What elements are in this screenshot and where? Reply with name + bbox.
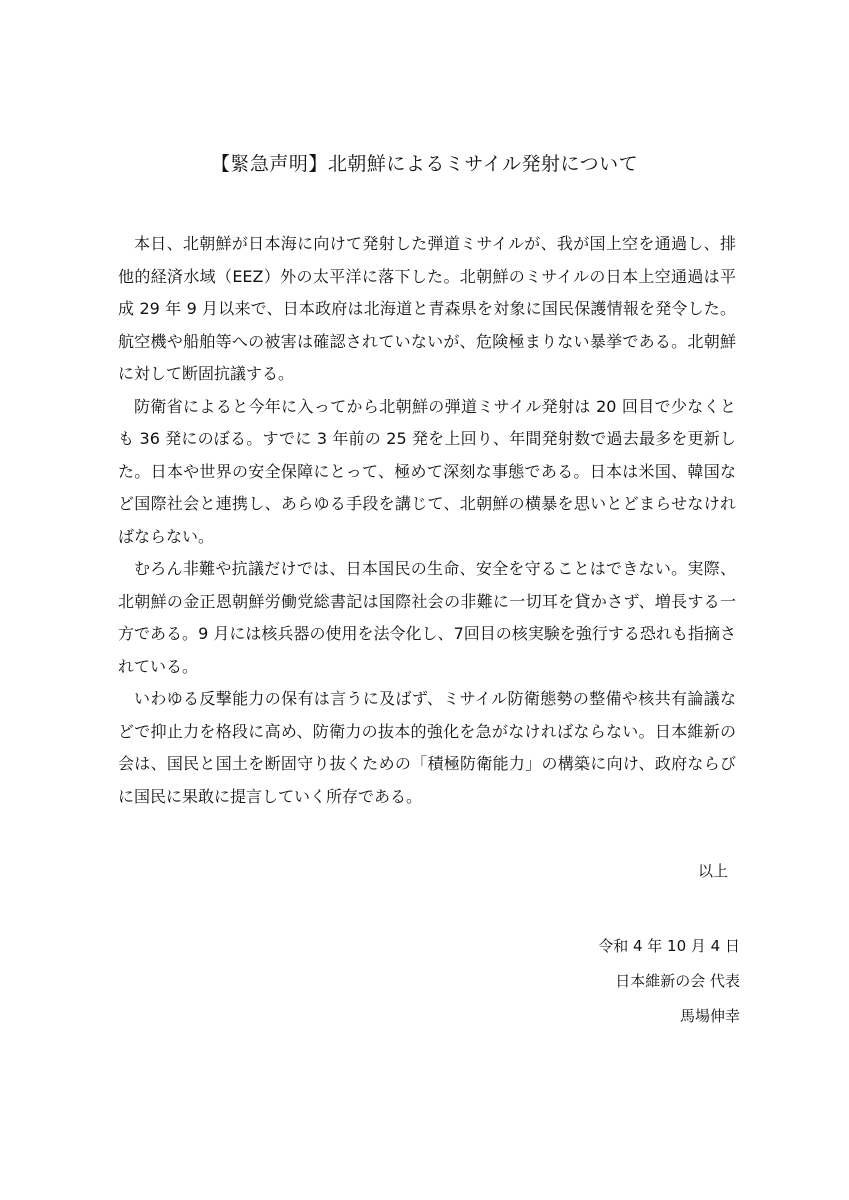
statement-body xyxy=(118,228,736,813)
signature-organization: 日本維新の会 代表 xyxy=(615,972,740,990)
statement-title: 【緊急声明】北朝鮮によるミサイル発射について xyxy=(210,153,639,175)
signature-date: 令和 4 年 10 月 4 日 xyxy=(598,937,740,955)
signature-name: 馬場伸幸 xyxy=(679,1007,740,1025)
paragraph-1: 本日、北朝鮮が日本海に向けて発射した弾道ミサイルが、我が国上空を通過し、排他的経済水域（EEZ）外の太平洋に落下した。北朝鮮のミサイルの日本上空通過は平成 29 年 9 月以来で、日本政府は北海道と青森県を対象に国民保護情報を発令した。航空機や船舶等への被害は確認されていないが、危険極まりない暴挙である。北朝鮮に対して断固抗議する。 xyxy=(118,234,736,383)
paragraph-2: 防衛省によると今年に入ってから北朝鮮の弾道ミサイル発射は 20 回目で少なくとも 36 発にのぼる。すでに 3 年前の 25 発を上回り、年間発射数で過去最多を更新した。日本や世界の安全保障にとって、極めて深刻な事態である。日本は米国、韓国など国際社会と連携し、あらゆる手段を講じて、北朝鮮の横暴を思いとどまらせなければならない。 xyxy=(118,396,736,546)
closing-mark: 以上 xyxy=(697,862,728,880)
paragraph-3: むろん非難や抗議だけでは、日本国民の生命、安全を守ることはできない。実際、北朝鮮の金正恩朝鮮労働党総書記は国際社会の非難に一切耳を貸かさず、増長する一方である。9 月には核兵器の使用を法令化し、7回目の核実験を強行する恐れも指摘されている。 xyxy=(118,559,736,676)
paragraph-4: いわゆる反撃能力の保有は言うに及ばず、ミサイル防衛態勢の整備や核共有論議などで抑止力を格段に高め、防衛力の抜本的強化を急がなければならない。日本維新の会は、国民と国土を断固守り抜くための「積極防衛能力」の構築に向け、政府ならびに国民に果敢に提言していく所存である。 xyxy=(118,689,736,806)
signature-block xyxy=(500,929,740,1034)
